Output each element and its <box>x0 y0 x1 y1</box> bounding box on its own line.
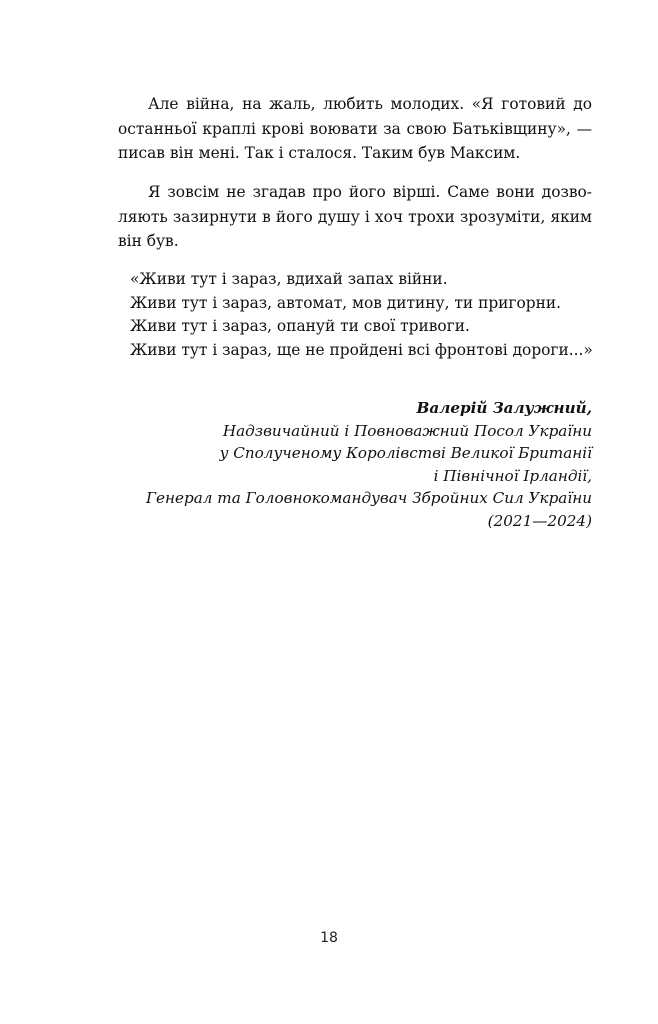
page-number: 18 <box>320 930 338 946</box>
paragraph-2 <box>118 180 592 254</box>
poem-quote <box>130 268 592 362</box>
signature-title-line: у Сполученому Королівстві Великої Британії <box>219 444 592 462</box>
signature-name: Валерій Залужний, <box>416 399 592 417</box>
signature-years: (2021—2024) <box>487 511 592 530</box>
paragraph-1 <box>118 92 592 166</box>
paragraph-line: ляють зазирнути в його душу і хоч трохи зрозуміти, яким <box>118 207 592 226</box>
poem-line: Живи тут і зараз, ще не пройдені всі фронтові дороги...» <box>130 340 593 359</box>
signature-title-line: Надзвичайний і Повноважний Посол України <box>222 421 592 440</box>
signature-title-line: Генерал та Головнокомандувач Збройних Сил України <box>146 489 592 507</box>
poem-line: «Живи тут і зараз, вдихай запах війни. <box>130 270 448 288</box>
paragraph-line: Я зовсім не згадав про його вірші. Саме вони дозво- <box>148 183 592 201</box>
poem-line: Живи тут і зараз, автомат, мов дитину, ти пригорни. <box>130 293 562 312</box>
paragraph-line: останньої краплі крові воювати за свою Батьківщину», — <box>118 119 592 138</box>
paragraph-line: писав він мені. Так і сталося. Таким був Максим. <box>118 144 521 162</box>
poem-line: Живи тут і зараз, опануй ти свої тривоги. <box>130 317 470 335</box>
paragraph-line: він був. <box>118 232 179 250</box>
signature-title-line: і Північної Ірландії, <box>433 466 592 485</box>
paragraph-line: Але війна, на жаль, любить молодих. «Я готовий до <box>148 95 592 113</box>
signature-block <box>118 397 592 532</box>
